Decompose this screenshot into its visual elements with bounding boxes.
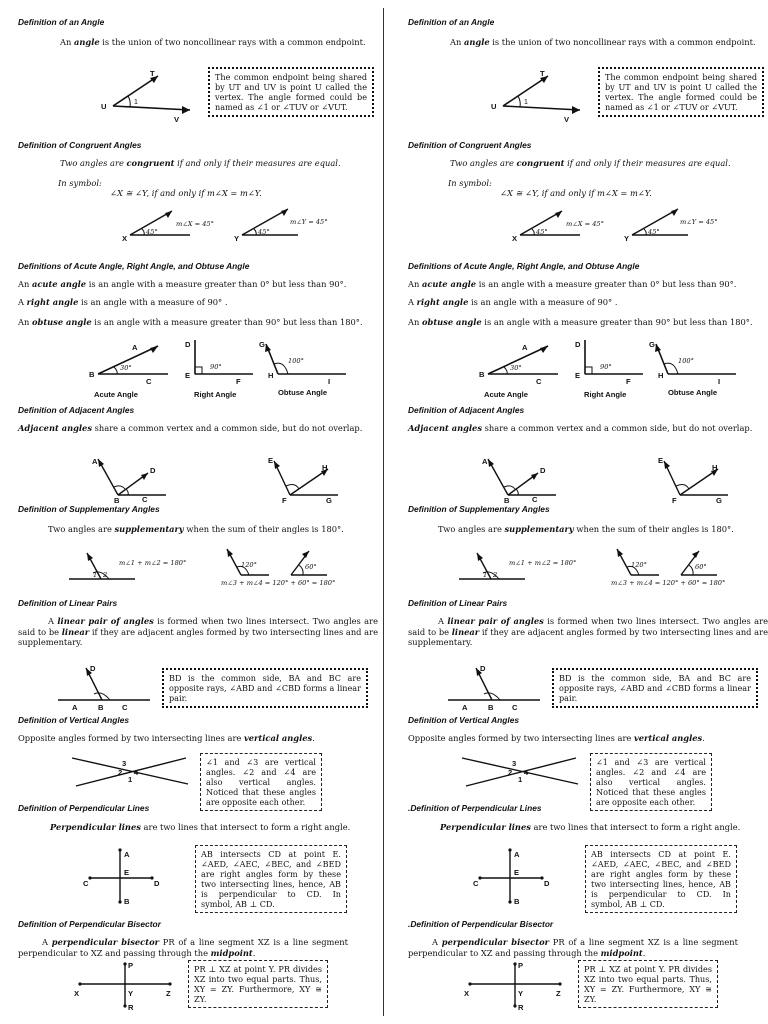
perp-label-c: C [83, 879, 89, 888]
bisector-label-x: X [74, 989, 80, 998]
supp-label-2: 2 [103, 571, 108, 579]
vertical-label-3: 3 [512, 759, 517, 768]
angle-vertex-note: The common endpoint being shared by UT and UV is point U called the vertex. The angle formed could be named as ∠1 or ∠TUV or ∠VUT. [598, 67, 764, 117]
section-title-vertical: Definition of Vertical Angles [18, 715, 130, 725]
supplementary-definition: Two angles are supplementary when the sum of their angles is 180°. [438, 524, 734, 534]
congruent-measure-y: m∠Y = 45° [680, 218, 718, 226]
kinds-label-g: G [259, 340, 265, 349]
acute-caption: Acute Angle [94, 390, 139, 399]
adjacent-definition: Adjacent angles share a common vertex and a common side, but do not overlap. [408, 423, 753, 433]
section-title-vertical: Definition of Vertical Angles [408, 715, 520, 725]
section-title-linear: Definition of Linear Pairs [408, 598, 508, 608]
adjacent-label-c: C [142, 495, 148, 504]
bisector-definition: A perpendicular bisector PR of a line segment XZ is a line segment perpendicular to XZ and passing through the midpoint. [18, 937, 348, 958]
kinds-label-g: G [649, 340, 655, 349]
angle-label-v: V [564, 115, 570, 124]
kinds-label-c: C [146, 377, 152, 386]
kinds-label-c: C [536, 377, 542, 386]
congruent-definition: Two angles are congruent if and only if their measures are equal. [450, 158, 731, 168]
perpendicular-note: AB intersects CD at point E. ∠AED, ∠AEC, ∠BEC, and ∠BED are right angles form by these two intersecting lines, hence, AB is perpendicular to CD. In symbol, AB ⊥ CD. [585, 845, 737, 913]
kinds-label-d: D [185, 340, 191, 349]
obtuse-definition: An obtuse angle is an angle with a measure greater than 90° but less than 180°. [18, 317, 363, 327]
angle-label-1: 1 [134, 99, 138, 106]
kinds-label-f: F [236, 377, 241, 386]
linear-label-b: B [98, 703, 104, 712]
vertical-label-2: 2 [508, 768, 513, 777]
angle-label-1: 1 [524, 99, 528, 106]
bisector-label-y: Y [128, 989, 134, 998]
kinds-label-d: D [575, 340, 581, 349]
column-divider [383, 8, 384, 1016]
vertical-label-1: 1 [128, 775, 133, 784]
adjacent-figure [88, 455, 348, 503]
linear-label-d: D [90, 664, 96, 673]
congruent-label-x: X [122, 234, 128, 243]
right-definition: A right angle is an angle with a measure of 90° . [408, 297, 618, 307]
section-title-angle-kinds: Definitions of Acute Angle, Right Angle, and Obtuse Angle [408, 261, 640, 271]
angle-definition: An angle is the union of two noncollinear rays with a common endpoint. [60, 37, 366, 47]
section-title-linear: Definition of Linear Pairs [18, 598, 118, 608]
supp-label-1: 1 [93, 571, 98, 579]
vertical-figure [68, 752, 198, 792]
perpendicular-figure [470, 846, 570, 908]
adjacent-definition: Adjacent angles share a common vertex and a common side, but do not overlap. [18, 423, 363, 433]
adjacent-label-d: D [540, 466, 546, 475]
acute-definition: An acute angle is an angle with a measure greater than 0° but less than 90°. [18, 279, 347, 289]
supp-label-2: 2 [493, 571, 498, 579]
adjacent-label-a: A [92, 457, 98, 466]
vertical-label-3: 3 [122, 759, 127, 768]
vertical-definition: Opposite angles formed by two intersecting lines are vertical angles. [408, 733, 705, 743]
adjacent-label-f: F [282, 496, 287, 505]
linear-label-c: C [512, 703, 518, 712]
section-title-supplementary: Definition of Supplementary Angles [18, 504, 160, 514]
adjacent-label-g: G [326, 496, 332, 505]
section-title-angle-kinds: Definitions of Acute Angle, Right Angle, and Obtuse Angle [18, 261, 250, 271]
obtuse-definition: An obtuse angle is an angle with a measure greater than 90° but less than 180°. [408, 317, 753, 327]
congruent-symbol: ∠X ≅ ∠Y, if and only if m∠X = m∠Y. [500, 188, 652, 198]
supp-equation-1: m∠1 + m∠2 = 180° [119, 559, 187, 567]
supp-equation-2: m∠3 + m∠4 = 120° + 60° = 180° [611, 579, 726, 587]
kinds-acute-deg: 30° [120, 364, 132, 372]
bisector-label-p: P [518, 961, 524, 970]
obtuse-caption: Obtuse Angle [278, 388, 328, 397]
congruent-definition: Two angles are congruent if and only if their measures are equal. [60, 158, 341, 168]
angle-kinds-figure [478, 338, 758, 400]
section-title-perpendicular: .Definition of Perpendicular Lines [408, 803, 542, 813]
section-title-congruent: Definition of Congruent Angles [18, 140, 142, 150]
right-caption: Right Angle [584, 390, 627, 399]
bisector-label-r: R [128, 1003, 134, 1012]
section-title-bisector: Definition of Perpendicular Bisector [18, 919, 161, 929]
adjacent-label-b: B [114, 496, 120, 505]
bisector-definition: A perpendicular bisector PR of a line segment XZ is a line segment perpendicular to XZ and passing through the midpoint. [408, 937, 738, 958]
supp-label-1: 1 [483, 571, 488, 579]
linear-label-a: A [72, 703, 78, 712]
adjacent-label-g: G [716, 496, 722, 505]
bisector-note: PR ⊥ XZ at point Y. PR divides XZ into two equal parts. Thus, XY = ZY. Furthermore, XY ≅ ZY. [578, 960, 718, 1008]
section-title-congruent: Definition of Congruent Angles [408, 140, 532, 150]
supp-deg-120: 120° [241, 561, 257, 569]
angle-label-t: T [540, 69, 545, 78]
kinds-label-h: H [268, 371, 274, 380]
congruent-label-y: Y [624, 234, 630, 243]
congruent-deg-y: 45° [648, 228, 660, 236]
vertical-note: ∠1 and ∠3 are vertical angles. ∠2 and ∠4 are also vertical angles. Noticed that these angles are opposite each other. [200, 753, 322, 811]
congruent-figure [120, 205, 360, 245]
adjacent-label-b: B [504, 496, 510, 505]
linear-definition: A linear pair of angles is formed when two lines intersect. Two angles are said to be linear if they are adjacent angles formed by two intersecting lines and are supplementary. [18, 616, 378, 648]
kinds-label-a: A [132, 343, 138, 352]
adjacent-label-f: F [672, 496, 677, 505]
kinds-label-i: I [718, 377, 721, 386]
perp-label-c: C [473, 879, 479, 888]
vertical-label-4: 4 [134, 768, 139, 777]
angle-label-v: V [174, 115, 180, 124]
right-definition: A right angle is an angle with a measure of 90° . [18, 297, 228, 307]
vertical-label-4: 4 [524, 768, 529, 777]
kinds-obtuse-deg: 100° [288, 357, 304, 365]
kinds-label-h: H [658, 371, 664, 380]
kinds-label-b: B [89, 370, 95, 379]
supp-deg-60: 60° [695, 563, 707, 571]
congruent-symbol-label: In symbol: [448, 178, 492, 188]
linear-figure [50, 662, 170, 712]
congruent-deg-x: 45° [536, 228, 548, 236]
linear-label-b: B [488, 703, 494, 712]
section-title-bisector: .Definition of Perpendicular Bisector [408, 919, 554, 929]
supp-deg-60: 60° [305, 563, 317, 571]
column-left [10, 0, 378, 1024]
adjacent-label-h: H [712, 463, 718, 472]
kinds-label-a: A [522, 343, 528, 352]
congruent-label-x: X [512, 234, 518, 243]
linear-label-a: A [462, 703, 468, 712]
perpendicular-figure [80, 846, 180, 908]
perpendicular-definition: Perpendicular lines are two lines that intersect to form a right angle. [440, 822, 741, 832]
bisector-label-r: R [518, 1003, 524, 1012]
congruent-deg-x: 45° [146, 228, 158, 236]
bisector-figure [70, 960, 190, 1012]
angle-kinds-figure [88, 338, 368, 400]
perp-label-a: A [124, 850, 130, 859]
kinds-label-e: E [185, 371, 191, 380]
right-caption: Right Angle [194, 390, 237, 399]
angle-definition: An angle is the union of two noncollinear rays with a common endpoint. [450, 37, 756, 47]
kinds-label-f: F [626, 377, 631, 386]
vertical-note: ∠1 and ∠3 are vertical angles. ∠2 and ∠4 are also vertical angles. Noticed that these angles are opposite each other. [590, 753, 712, 811]
acute-caption: Acute Angle [484, 390, 529, 399]
adjacent-label-a: A [482, 457, 488, 466]
vertical-label-1: 1 [518, 775, 523, 784]
section-title-adjacent: Definition of Adjacent Angles [18, 405, 135, 415]
supp-deg-120: 120° [631, 561, 647, 569]
perp-label-a: A [514, 850, 520, 859]
section-title-angle: Definition of an Angle [18, 17, 105, 27]
perpendicular-definition: Perpendicular lines are two lines that intersect to form a right angle. [50, 822, 351, 832]
kinds-label-i: I [328, 377, 331, 386]
congruent-symbol: ∠X ≅ ∠Y, if and only if m∠X = m∠Y. [110, 188, 262, 198]
vertical-figure [458, 752, 588, 792]
congruent-measure-x: m∠X = 45° [566, 220, 604, 228]
adjacent-label-h: H [322, 463, 328, 472]
adjacent-figure [478, 455, 738, 503]
linear-figure [440, 662, 560, 712]
linear-note: BD is the common side, BA and BC are opposite rays, ∠ABD and ∠CBD forms a linear pair. [162, 668, 368, 708]
congruent-figure [510, 205, 750, 245]
supp-equation-2: m∠3 + m∠4 = 120° + 60° = 180° [221, 579, 336, 587]
section-title-angle: Definition of an Angle [408, 17, 495, 27]
kinds-right-deg: 90° [600, 363, 612, 371]
column-right [400, 0, 768, 1024]
supplementary-figure [65, 545, 365, 589]
congruent-deg-y: 45° [258, 228, 270, 236]
perp-label-e: E [514, 868, 520, 877]
congruent-measure-y: m∠Y = 45° [290, 218, 328, 226]
kinds-label-b: B [479, 370, 485, 379]
section-title-supplementary: Definition of Supplementary Angles [408, 504, 550, 514]
perp-label-e: E [124, 868, 130, 877]
bisector-figure [460, 960, 580, 1012]
acute-definition: An acute angle is an angle with a measure greater than 0° but less than 90°. [408, 279, 737, 289]
adjacent-label-d: D [150, 466, 156, 475]
adjacent-label-c: C [532, 495, 538, 504]
perp-label-b: B [124, 897, 130, 906]
kinds-acute-deg: 30° [510, 364, 522, 372]
angle-label-u: U [491, 102, 497, 111]
angle-figure [98, 68, 198, 124]
bisector-label-z: Z [556, 989, 561, 998]
section-title-adjacent: Definition of Adjacent Angles [408, 405, 525, 415]
angle-vertex-note: The common endpoint being shared by UT and UV is point U called the vertex. The angle formed could be named as ∠1 or ∠TUV or ∠VUT. [208, 67, 374, 117]
adjacent-label-e: E [658, 456, 664, 465]
bisector-note: PR ⊥ XZ at point Y. PR divides XZ into two equal parts. Thus, XY = ZY. Furthermore, XY ≅ ZY. [188, 960, 328, 1008]
congruent-symbol-label: In symbol: [58, 178, 102, 188]
perp-label-b: B [514, 897, 520, 906]
adjacent-label-e: E [268, 456, 274, 465]
bisector-label-x: X [464, 989, 470, 998]
congruent-measure-x: m∠X = 45° [176, 220, 214, 228]
section-title-perpendicular: Definition of Perpendicular Lines [18, 803, 150, 813]
vertical-definition: Opposite angles formed by two intersecting lines are vertical angles. [18, 733, 315, 743]
supplementary-figure [455, 545, 755, 589]
angle-label-t: T [150, 69, 155, 78]
bisector-label-z: Z [166, 989, 171, 998]
linear-label-c: C [122, 703, 128, 712]
perp-label-d: D [544, 879, 550, 888]
angle-label-u: U [101, 102, 107, 111]
obtuse-caption: Obtuse Angle [668, 388, 718, 397]
supp-equation-1: m∠1 + m∠2 = 180° [509, 559, 577, 567]
congruent-label-y: Y [234, 234, 240, 243]
vertical-label-2: 2 [118, 768, 123, 777]
kinds-obtuse-deg: 100° [678, 357, 694, 365]
angle-figure [488, 68, 588, 124]
linear-definition: A linear pair of angles is formed when two lines intersect. Two angles are said to be linear if they are adjacent angles formed by two intersecting lines and are supplementary. [408, 616, 768, 648]
perpendicular-note: AB intersects CD at point E. ∠AED, ∠AEC, ∠BEC, and ∠BED are right angles form by these two intersecting lines, hence, AB is perpendicular to CD. In symbol, AB ⊥ CD. [195, 845, 347, 913]
bisector-label-p: P [128, 961, 134, 970]
kinds-label-e: E [575, 371, 581, 380]
linear-label-d: D [480, 664, 486, 673]
linear-note: BD is the common side, BA and BC are opposite rays, ∠ABD and ∠CBD forms a linear pair. [552, 668, 758, 708]
perp-label-d: D [154, 879, 160, 888]
supplementary-definition: Two angles are supplementary when the sum of their angles is 180°. [48, 524, 344, 534]
kinds-right-deg: 90° [210, 363, 222, 371]
bisector-label-y: Y [518, 989, 524, 998]
